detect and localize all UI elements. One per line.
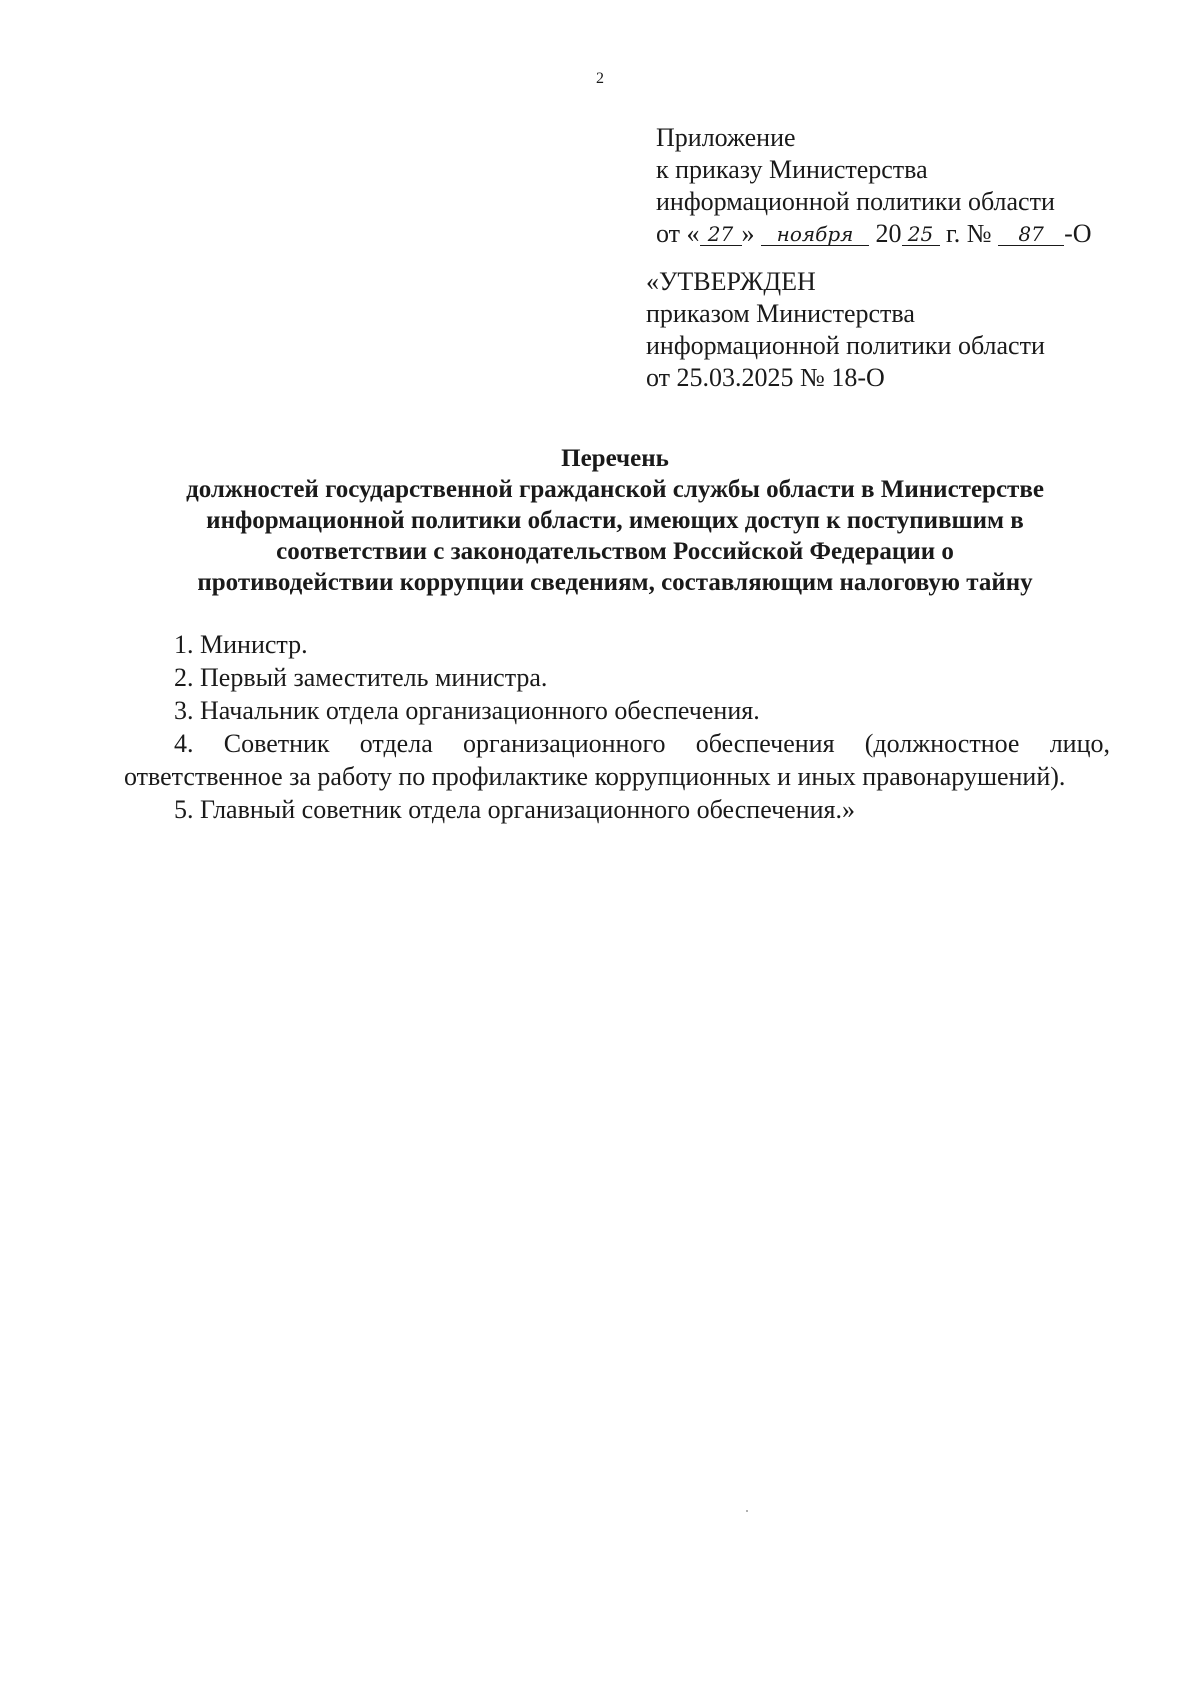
handwritten-day: 27 [700, 223, 742, 246]
approved-line-2: приказом Министерства [646, 299, 915, 328]
title-heading: Перечень [561, 445, 669, 472]
approved-line-1: «УТВЕРЖДЕН [646, 267, 816, 296]
list-item: 5. Главный советник отдела организационного обеспечения.» [174, 795, 855, 824]
title-line-3: соответствии с законодательством Российской Федерации о [276, 538, 954, 565]
date-prefix: от « [656, 219, 700, 248]
list-item: 1. Министр. [174, 630, 308, 659]
year-label: г. № [946, 219, 992, 248]
page-number: 2 [596, 70, 604, 87]
attachment-line-2: к приказу Министерства [656, 155, 928, 184]
list-item: 3. Начальник отдела организационного обеспечения. [174, 696, 760, 725]
attachment-line-3: информационной политики области [656, 187, 1055, 216]
handwritten-order-number: 87 [998, 223, 1064, 246]
approved-block [646, 266, 1166, 394]
title-line-1: должностей государственной гражданской службы области в Министерстве [186, 476, 1044, 503]
scan-speck [746, 1510, 748, 1512]
list-item: 2. Первый заместитель министра. [174, 663, 548, 692]
attachment-date-line [656, 218, 1156, 250]
number-suffix: -О [1064, 219, 1092, 248]
attachment-block [656, 122, 1156, 250]
approved-line-4: от 25.03.2025 № 18-О [646, 363, 885, 392]
attachment-line-1: Приложение [656, 123, 796, 152]
approved-line-3: информационной политики области [646, 331, 1045, 360]
year-prefix: 20 [875, 219, 902, 248]
document-title [120, 443, 1110, 598]
list-item: 4. Советник отдела организационного обеспечения (должностное лицо, ответственное за работу по профилактике коррупционных и иных правонарушений). [124, 729, 1110, 791]
title-line-2: информационной политики области, имеющих доступ к поступившим в [206, 507, 1024, 534]
handwritten-month: ноября [761, 223, 869, 246]
title-line-4: противодействии коррупции сведениям, составляющим налоговую тайну [197, 569, 1033, 596]
positions-list [124, 628, 1110, 826]
handwritten-year: 25 [902, 223, 940, 246]
date-close-quote: » [741, 219, 755, 248]
